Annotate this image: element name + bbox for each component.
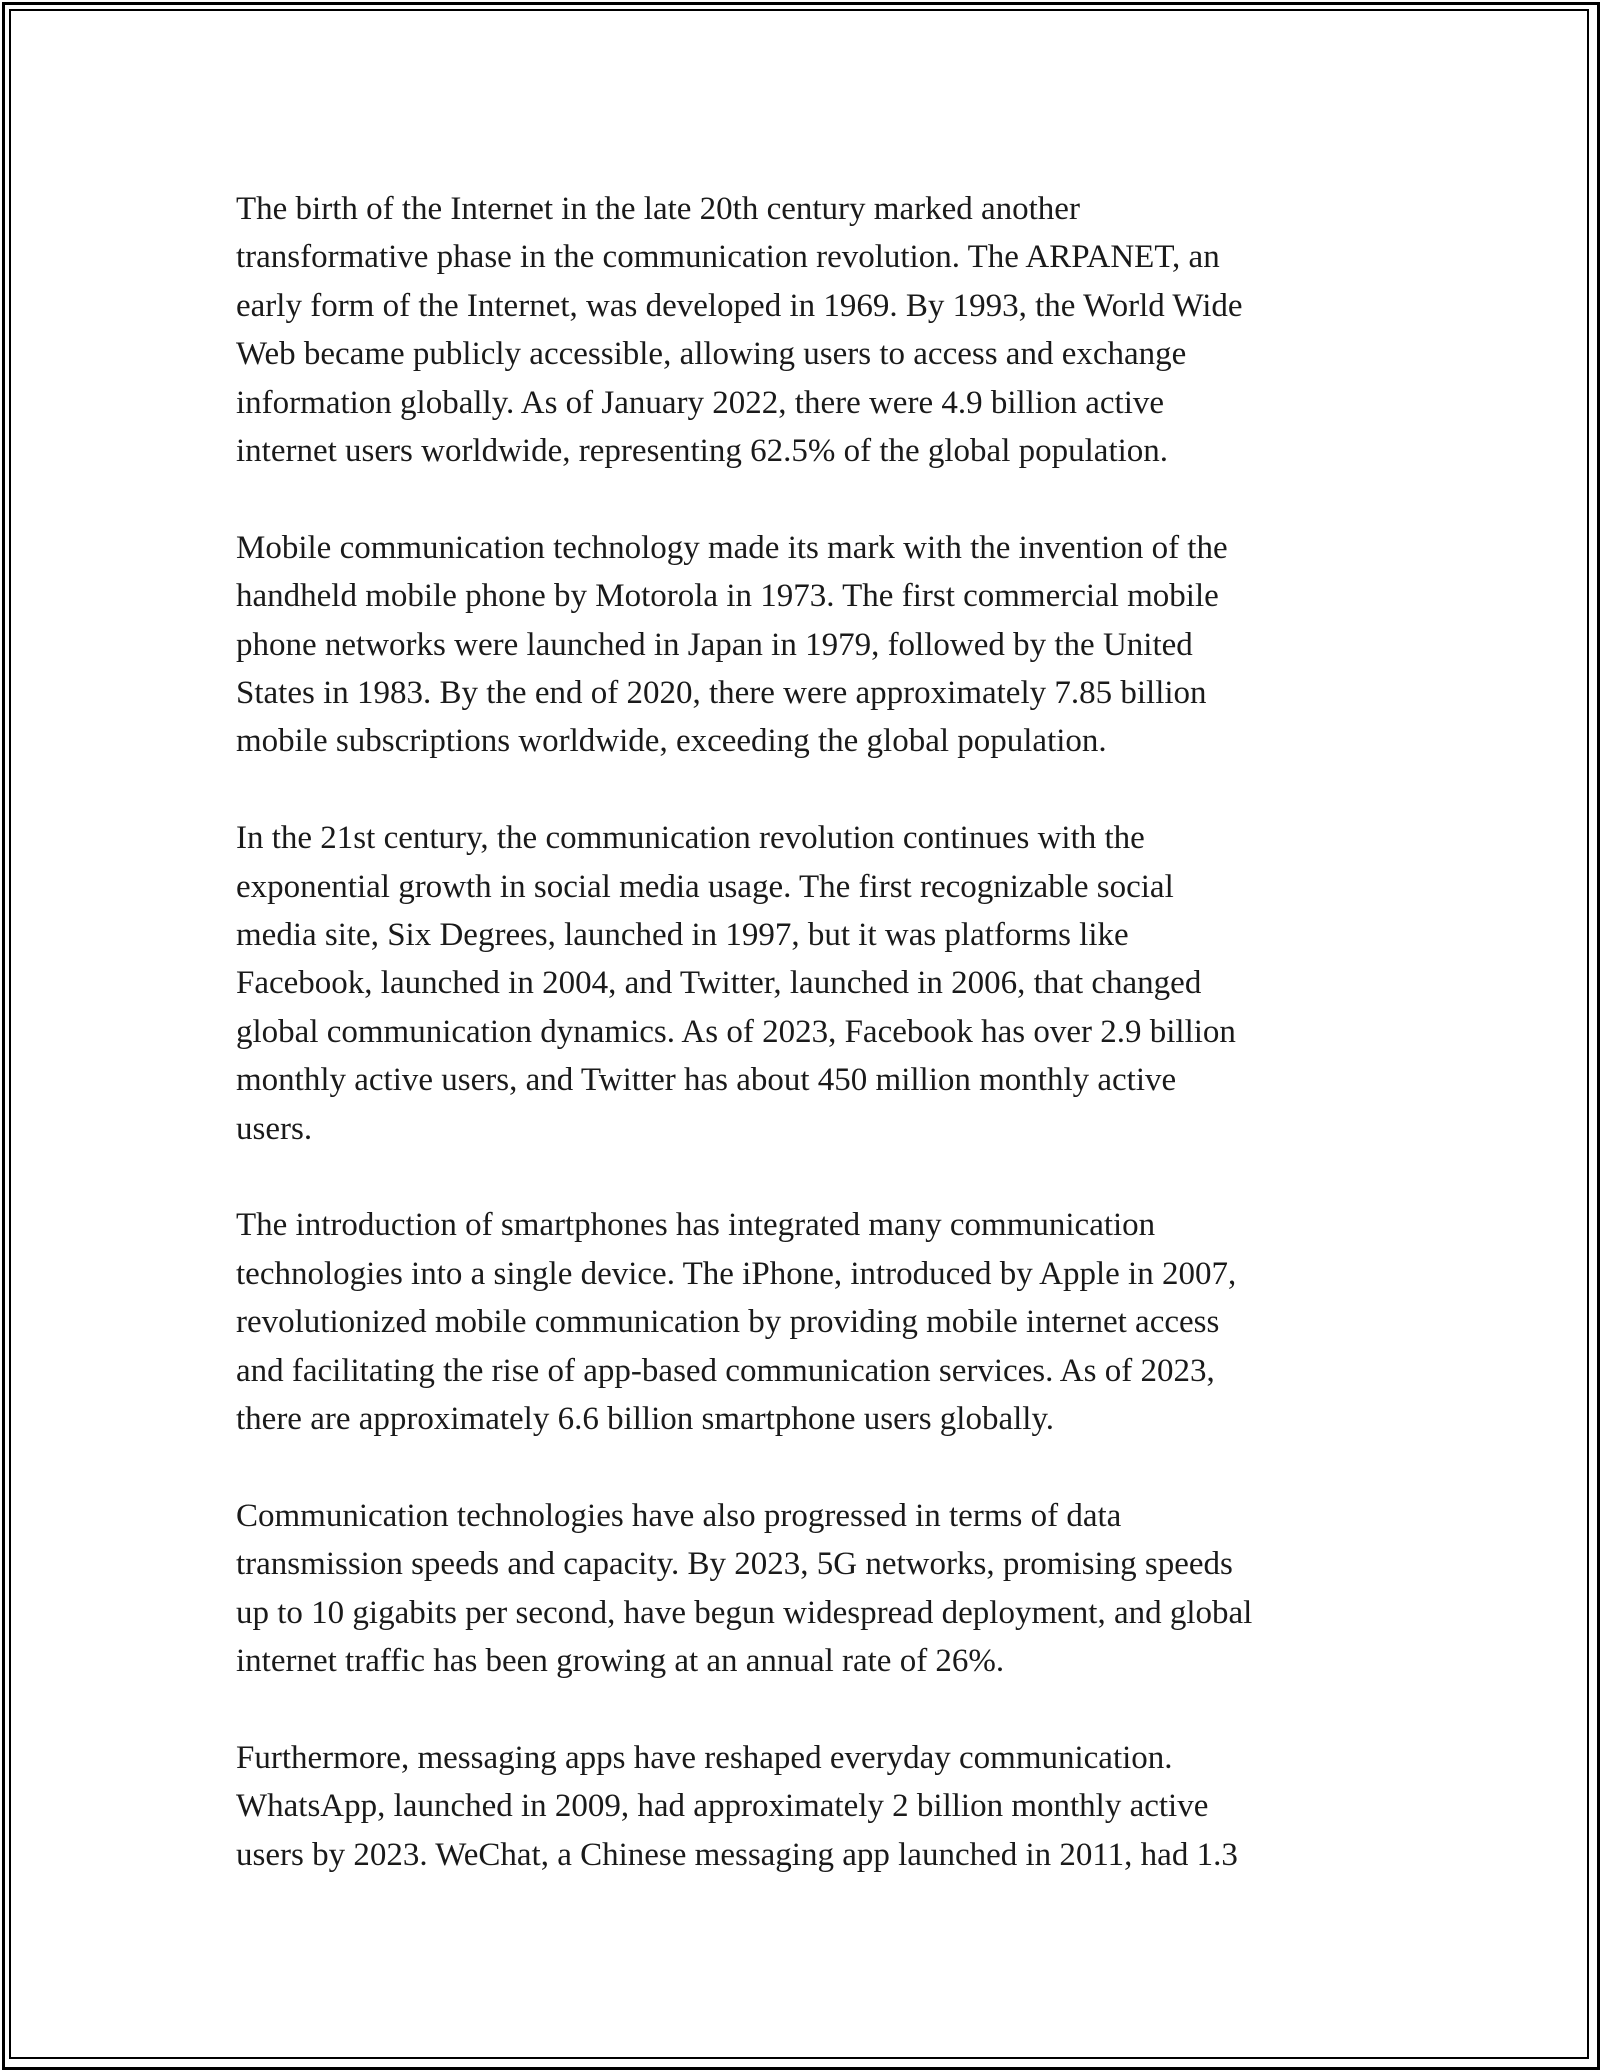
paragraph-mobile: Mobile communication technology made its mark with the invention of the handheld mobile phone by Motorola in 1973. The first commercial mobile phone networks were launched in Japan in 1979, followed by the United States in 1983. By the end of 2020, there were approximately 7.85 billion mobile subscriptions worldwide, exceeding the global population.	[236, 529, 1228, 760]
paragraph-messaging: Furthermore, messaging apps have reshaped everyday communication. WhatsApp, launched in 2009, had approximately 2 billion monthly active users by 2023. WeChat, a Chinese messaging app launched in 2011, had 1.3	[236, 1739, 1238, 1873]
paragraph-transmission: Communication technologies have also progressed in terms of data transmission speeds and capacity. By 2023, 5G networks, promising speeds up to 10 gigabits per second, have begun widespread deployment, and global internet traffic has been growing at an annual rate of 26%.	[236, 1497, 1253, 1680]
paragraph-smartphones: The introduction of smartphones has integrated many communication technologies into a single device. The iPhone, introduced by Apple in 2007, revolutionized mobile communication by providing mobile internet access and facilitating the rise of app-based communication services. As of 2023, there are approximately 6.6 billion smartphone users globally.	[236, 1207, 1237, 1438]
paragraph-internet: The birth of the Internet in the late 20th century marked another transformative phase in the communication revolution. The ARPANET, an early form of the Internet, was developed in 1969. By 1993, the World Wide Web became publicly accessible, allowing users to access and exchange information globally. As of January 2022, there were 4.9 billion active internet users worldwide, representing 62.5% of the global population.	[236, 191, 1243, 470]
document-body	[236, 185, 1376, 1928]
paragraph-social-media: In the 21st century, the communication revolution continues with the exponential growth in social media usage. The first recognizable social media site, Six Degrees, launched in 1997, but it was platforms like Facebook, launched in 2004, and Twitter, launched in 2006, that changed global communication dynamics. As of 2023, Facebook has over 2.9 billion monthly active users, and Twitter has about 450 million monthly active users.	[236, 820, 1236, 1147]
